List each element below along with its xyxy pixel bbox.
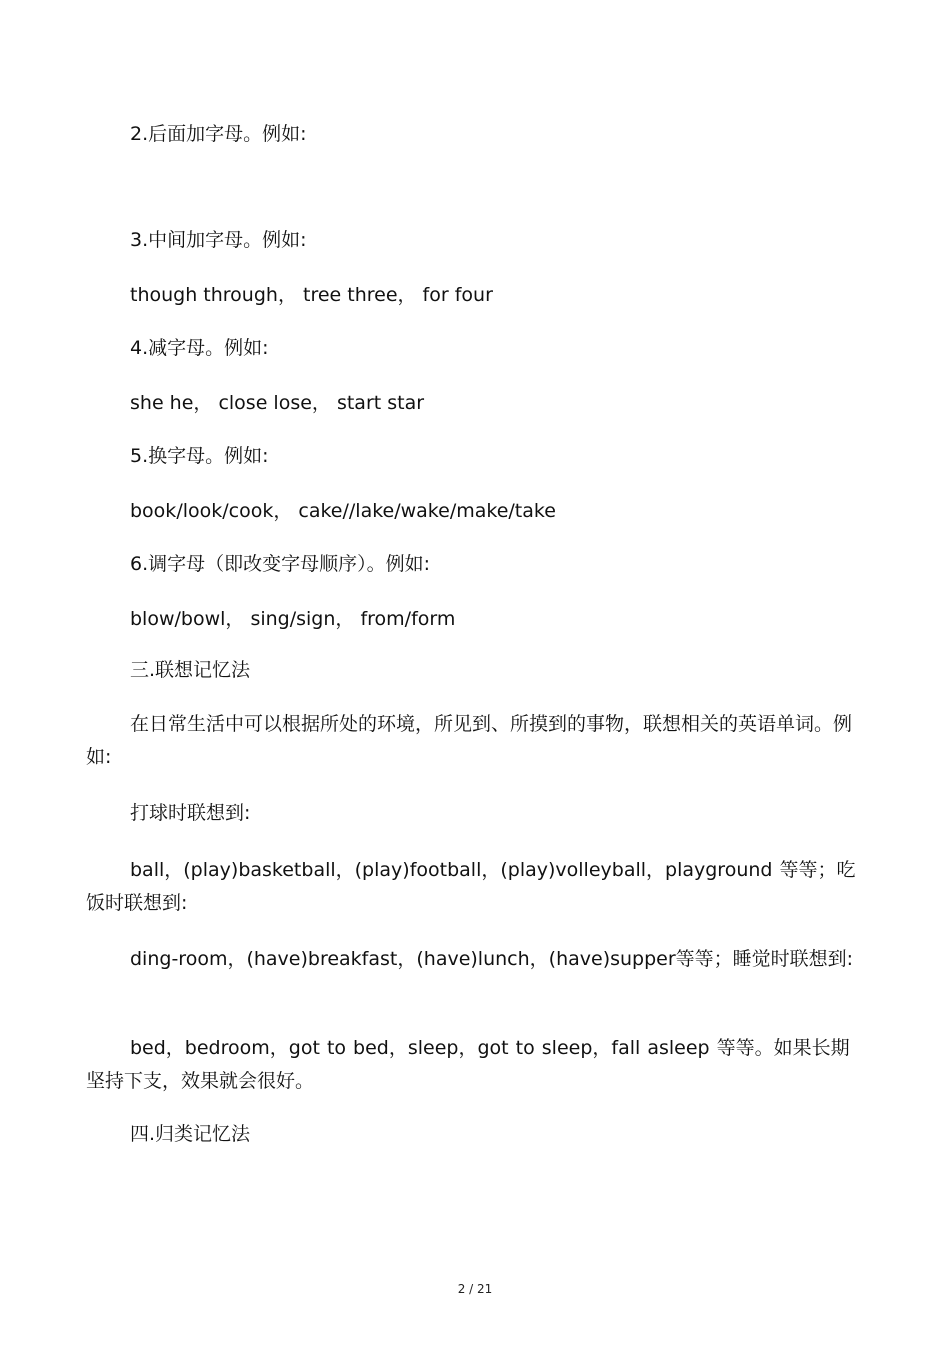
section-heading-categorize: 四.归类记忆法 xyxy=(130,1123,251,1145)
heading-add-letter-middle: 3.中间加字母。例如: xyxy=(130,229,307,251)
paragraph-association-intro: 在日常生活中可以根据所处的环境，所见到、所摸到的事物，联想相关的英语单词。例如: xyxy=(86,713,853,768)
paragraph-meal-words: ding-room，(have)breakfast，(have)lunch，(have)supper等等；睡觉时联想到: xyxy=(130,948,854,970)
line-playing-ball: 打球时联想到: xyxy=(130,802,251,824)
example-change-letter: book/look/cook， cake//lake/wake/make/take xyxy=(130,500,556,522)
heading-reorder-letter: 6.调字母（即改变字母顺序）。例如: xyxy=(130,553,431,575)
page-number: 2 / 21 xyxy=(457,1282,493,1296)
section-heading-association: 三.联想记忆法 xyxy=(130,659,251,681)
example-remove-letter: she he， close lose， start star xyxy=(130,392,425,414)
heading-remove-letter: 4.减字母。例如: xyxy=(130,337,269,359)
heading-add-letter-back: 2.后面加字母。例如: xyxy=(130,123,307,145)
example-reorder-letter: blow/bowl， sing/sign， from/form xyxy=(130,608,456,630)
heading-change-letter: 5.换字母。例如: xyxy=(130,445,269,467)
paragraph-ball-words: ball，(play)basketball，(play)football，(play)volleyball，playground 等等；吃饭时联想到: xyxy=(86,859,856,914)
paragraph-sleep-words: bed，bedroom，got to bed，sleep，got to sleep，fall asleep 等等。如果长期坚持下支，效果就会很好。 xyxy=(86,1037,850,1092)
example-add-letter-middle: though through， tree three， for four xyxy=(130,284,493,306)
